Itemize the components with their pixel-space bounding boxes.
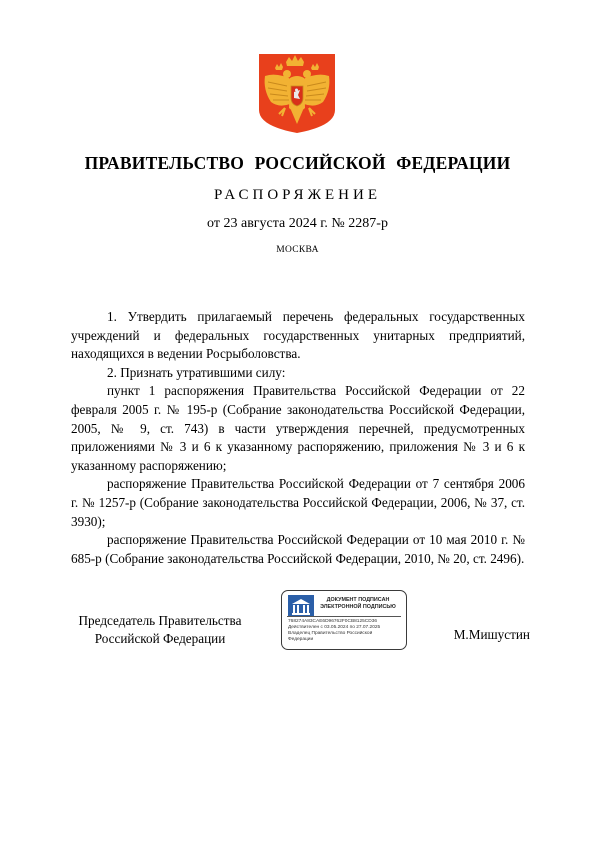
paragraph: распоряжение Правительства Российской Федерации от 10 мая 2010 г. № 685-р (Собрание законодательства Российской Федерации, 2010, № 20, ст. 2496). [71,532,525,566]
paragraph: 1. Утвердить прилагаемый перечень федеральных государственных учреждений и федеральных государственных унитарных предприятий, находящихся в ведении Росрыболовства. [71,309,525,362]
certificate-number: 768274A83CAE6D96762F0CB8125CD36 [288,619,378,624]
document-body [71,308,525,568]
stamp-details [288,619,404,643]
signatory-name: М.Мишустин [453,627,530,642]
stamp-heading: ДОКУМЕНТ ПОДПИСАН ЭЛЕКТРОННОЙ ПОДПИСЬЮ [320,597,396,610]
document-date-number: от 23 августа 2024 г. № 2287-р [207,216,388,231]
signatory-position-line: Председатель Правительства [78,613,242,628]
government-building-icon [288,595,314,617]
paragraph: пункт 1 распоряжения Правительства Российской Федерации от 22 февраля 2005 г. № 195-р (Собрание законодательства Российской Федерации, 2005, № 9, ст. 743) в части утверждения перечней, предусмотренных приложениями № 3 и 6 к указанному распоряжению, приложения № 3 и 6 к указанному распоряжению; [71,383,525,473]
certificate-owner: Владелец Правительство Российской [288,631,373,636]
signatory-position-line: Российской Федерации [94,631,226,646]
paragraph: 2. Признать утратившими силу: [107,364,286,380]
certificate-validity: Действителен с 03.05.2024 по 27.07.2025 [288,625,381,630]
document-type: РАСПОРЯЖЕНИЕ [213,187,381,203]
paragraph: распоряжение Правительства Российской Федерации от 7 сентября 2006 г. № 1257-р (Собрание законодательства Российской Федерации, 2006, № 37, ст. 3930); [71,476,525,529]
certificate-owner: Федерации [288,637,314,642]
signatory-position [60,612,260,648]
government-title: ПРАВИТЕЛЬСТВО РОССИЙСКОЙ ФЕДЕРАЦИИ [84,153,511,173]
electronic-signature-stamp [281,590,407,650]
document-city: МОСКВА [276,245,319,255]
russian-coat-of-arms-icon [257,52,337,134]
stamp-divider [287,616,401,617]
